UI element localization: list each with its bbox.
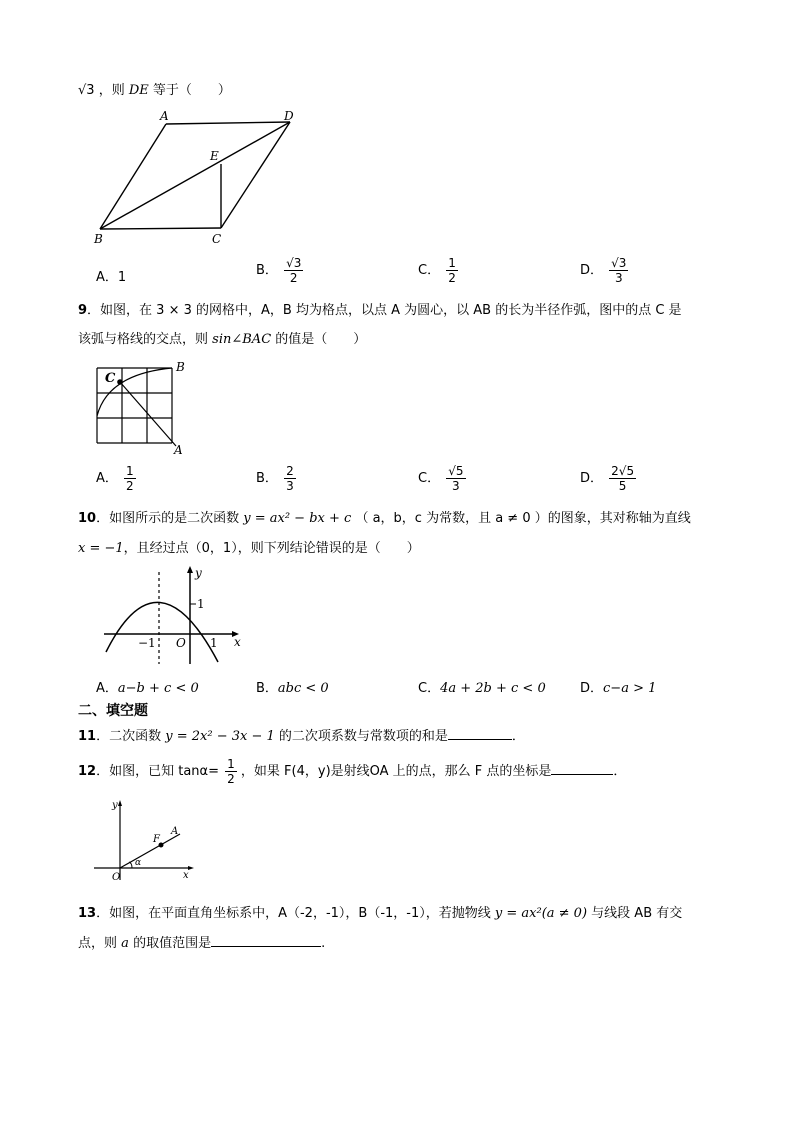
q8-label-d: D (284, 109, 294, 123)
option-letter: D． (580, 681, 604, 696)
denominator: 3 (286, 479, 294, 493)
q9-segment-ac (120, 382, 176, 446)
q9-label-c: C (105, 371, 116, 386)
q10-label-one-y: 1 (197, 597, 205, 611)
denominator: 2 (126, 479, 134, 493)
fraction (124, 464, 136, 493)
q12-label-x: x (183, 870, 189, 881)
option-letter: D． (580, 471, 604, 486)
q13-number: 13 (78, 906, 97, 921)
q10-option-c[interactable] (418, 677, 546, 696)
q10-label-y: y (195, 566, 202, 580)
q8-figure-parallelogram (88, 108, 308, 250)
sqrt3-text: √3 (78, 83, 95, 98)
q13-line2-prefix: 点，则 (78, 936, 118, 951)
q10-stem-line2 (78, 540, 420, 558)
fraction (609, 464, 636, 493)
q8-var-de: DE (128, 83, 149, 98)
q9-line1-text: ．如图，在 3 × 3 的网格中，A，B 均为格点，以点 A 为圆心，以 AB 的长为半径作弧，图中的点 C 是 (87, 303, 682, 318)
q11-number: 11 (78, 729, 97, 744)
q10-label-x: x (234, 635, 241, 649)
option-value: a−b + c < 0 (117, 681, 199, 696)
numerator: √3 (611, 256, 627, 270)
option-value: abc < 0 (277, 681, 329, 696)
numerator: 2√5 (611, 464, 635, 478)
q11-answer-blank[interactable] (448, 727, 512, 740)
q12-label-alpha: α (135, 858, 142, 868)
q11-math: y = 2x² − 3x − 1 (165, 729, 275, 744)
q10-option-b[interactable] (256, 677, 329, 696)
option-value: 4a + 2b + c < 0 (440, 681, 546, 696)
q10-stem-line1 (78, 510, 691, 528)
option-letter: C． (418, 263, 441, 278)
numerator: √5 (448, 464, 464, 478)
q9-stem-line1 (78, 302, 682, 320)
q8-option-b[interactable] (256, 256, 303, 285)
q10-label-one-x: 1 (210, 636, 218, 650)
numerator: 1 (126, 464, 134, 478)
q10-line1-prefix: ．如图所示的是二次函数 (96, 511, 240, 526)
q13-answer-blank[interactable] (211, 934, 321, 947)
y-axis-arrow (187, 566, 193, 573)
q10-line2-math: x = −1 (78, 541, 124, 556)
q8-label-c: C (212, 232, 222, 246)
q13-line1-prefix: ．如图，在平面直角坐标系中，A（-2，-1），B（-1，-1），若抛物线 (96, 906, 491, 921)
option-letter: C． (418, 471, 441, 486)
section-title: 二、填空题 (78, 703, 148, 719)
fraction (284, 256, 303, 285)
numerator: 1 (448, 256, 456, 270)
fraction (446, 256, 458, 285)
q9-number: 9 (78, 303, 88, 318)
ray-oa (120, 834, 180, 868)
y-axis-arrow (118, 800, 122, 806)
q8-label-b: B (94, 232, 103, 246)
q9-label-b: B (176, 360, 185, 374)
q12-stem (78, 757, 626, 787)
option-letter: C． (418, 681, 441, 696)
q10-label-neg-one: −1 (138, 636, 156, 650)
q12-answer-blank[interactable] (551, 762, 613, 775)
q12-label-f: F (153, 834, 160, 845)
parabola-curve (106, 602, 218, 662)
q9-figure-grid (90, 358, 200, 458)
q9-option-a[interactable] (96, 464, 136, 493)
q9-point-c (117, 379, 123, 385)
numerator: √3 (286, 256, 302, 270)
q9-option-b[interactable] (256, 464, 296, 493)
q10-option-a[interactable] (96, 677, 199, 696)
q12-fraction (225, 757, 237, 786)
q8-stem (78, 82, 231, 100)
q8-stem-text: ，则 (98, 83, 125, 98)
denominator: 2 (448, 271, 456, 285)
q10-label-origin: O (176, 636, 186, 650)
denominator: 3 (452, 479, 460, 493)
q9-label-a: A (174, 443, 183, 457)
q12-suffix: ，如果 F(4，y)是射线OA 上的点，那么 F 点的坐标是 (240, 764, 552, 779)
x-axis-arrow (188, 866, 194, 870)
q12-prefix: ．如图，已知 tanα= (96, 764, 219, 779)
option-letter: A． (96, 270, 118, 285)
q10-figure-parabola (100, 564, 250, 670)
option-letter: B． (256, 471, 278, 486)
q9-line2-math: sin∠BAC (212, 332, 272, 347)
option-letter: A． (96, 471, 118, 486)
q8-option-c[interactable] (418, 256, 458, 285)
q12-label-a: A (171, 826, 179, 837)
option-letter: B． (256, 263, 278, 278)
q8-option-d[interactable] (580, 256, 628, 285)
q10-line1-mid: （ a，b，c 为常数，且 a ≠ 0 ）的图象，其对称轴为直线 (355, 511, 691, 526)
q13-line2-suffix: 的取值范围是 (133, 936, 212, 951)
q13-line1-suffix: 与线段 AB 有交 (591, 906, 683, 921)
q9-line2-suffix: 的值是（ ） (275, 332, 367, 347)
denominator: 3 (614, 271, 623, 285)
q12-number: 12 (78, 764, 97, 779)
denominator: 5 (618, 479, 627, 493)
q8-label-a: A (160, 109, 169, 123)
q10-line1-math: y = ax² − bx + c (243, 511, 352, 526)
q10-number: 10 (78, 511, 97, 526)
denominator: 2 (289, 271, 298, 285)
q8-diagonal-bd (100, 122, 290, 229)
q11-end: ． (511, 729, 525, 744)
option-value: 1 (117, 270, 127, 285)
q11-suffix: 的二次项系数与常数项的和是 (278, 729, 448, 744)
q8-edge-bc (100, 228, 221, 229)
q9-option-d[interactable] (580, 464, 636, 493)
q13-line1-math: y = ax²(a ≠ 0) (494, 906, 588, 921)
q9-option-c[interactable] (418, 464, 466, 493)
q12-figure-ray (92, 798, 202, 884)
numerator: 2 (286, 464, 294, 478)
fraction (446, 464, 465, 493)
denominator: 2 (227, 772, 235, 786)
option-letter: D． (580, 263, 604, 278)
option-letter: A． (96, 681, 118, 696)
q13-end: . (321, 936, 326, 951)
q10-line2-text: ，且经过点（0，1），则下列结论错误的是（ ） (123, 541, 420, 556)
q11-prefix: ．二次函数 (96, 729, 162, 744)
q11-stem (78, 727, 525, 746)
q12-label-y: y (112, 800, 118, 811)
q8-option-a[interactable] (96, 266, 126, 285)
q8-edge-ad (166, 122, 290, 124)
q9-line2-prefix: 该弧与格线的交点，则 (78, 332, 209, 347)
q8-edge-dc (221, 122, 290, 228)
q9-stem-line2 (78, 331, 366, 349)
q13-stem-line2 (78, 934, 325, 953)
fraction (284, 464, 296, 493)
q13-stem-line1 (78, 905, 682, 923)
option-letter: B． (256, 681, 278, 696)
numerator: 1 (227, 757, 235, 771)
q12-end: ． (613, 764, 627, 779)
q13-line2-var: a (121, 936, 129, 951)
q10-option-d[interactable] (580, 677, 656, 696)
q12-label-o: O (112, 872, 121, 883)
option-value: c−a > 1 (603, 681, 657, 696)
fraction (609, 256, 628, 285)
q8-label-e: E (210, 149, 219, 163)
q8-stem-suffix: 等于（ ） (152, 83, 231, 98)
q8-edge-ab (100, 124, 166, 229)
